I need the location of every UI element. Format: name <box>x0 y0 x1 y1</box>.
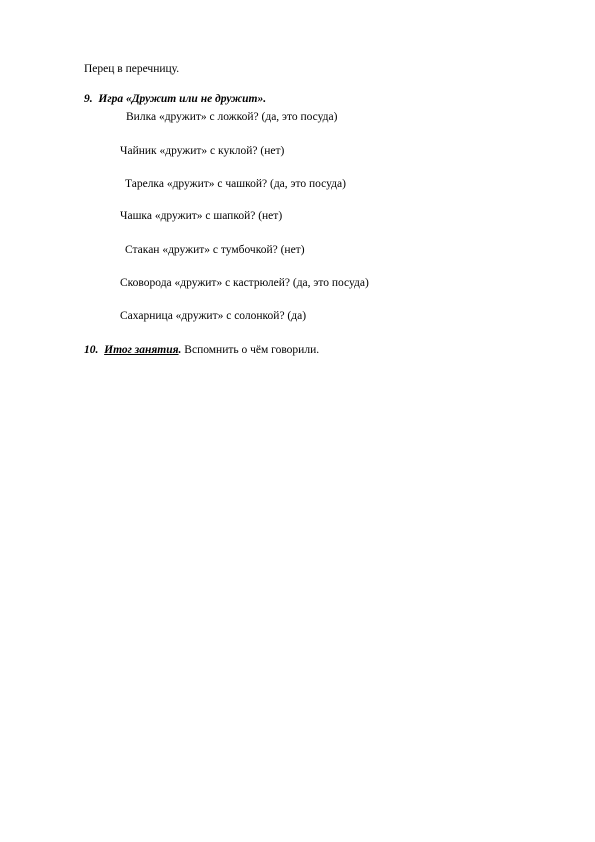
list-item: Чашка «дружит» с шапкой? (нет) <box>120 210 283 222</box>
list-item: Сахарница «дружит» с солонкой? (да) <box>120 310 307 322</box>
list-item: Стакан «дружит» с тумбочкой? (нет) <box>125 244 305 256</box>
section-9-number: 9. <box>84 93 93 105</box>
section-10-title-tail: . <box>178 344 182 356</box>
list-item: Тарелка «дружит» с чашкой? (да, это посуда) <box>125 178 346 190</box>
intro-line: Перец в перечницу. <box>84 63 180 75</box>
list-item: Сковорода «дружит» с кастрюлей? (да, это посуда) <box>120 277 369 289</box>
list-item: Чайник «дружит» с куклой? (нет) <box>120 145 285 157</box>
section-10-line <box>84 343 319 357</box>
section-10-text: Вспомнить о чём говорили. <box>181 344 320 356</box>
section-10-number: 10. <box>84 344 99 356</box>
section-10-title: Итог занятия <box>104 344 179 356</box>
list-item: Вилка «дружит» с ложкой? (да, это посуда) <box>126 111 338 123</box>
section-9-title: Игра «Дружит или не дружит». <box>98 93 267 105</box>
section-9-heading <box>84 92 266 106</box>
